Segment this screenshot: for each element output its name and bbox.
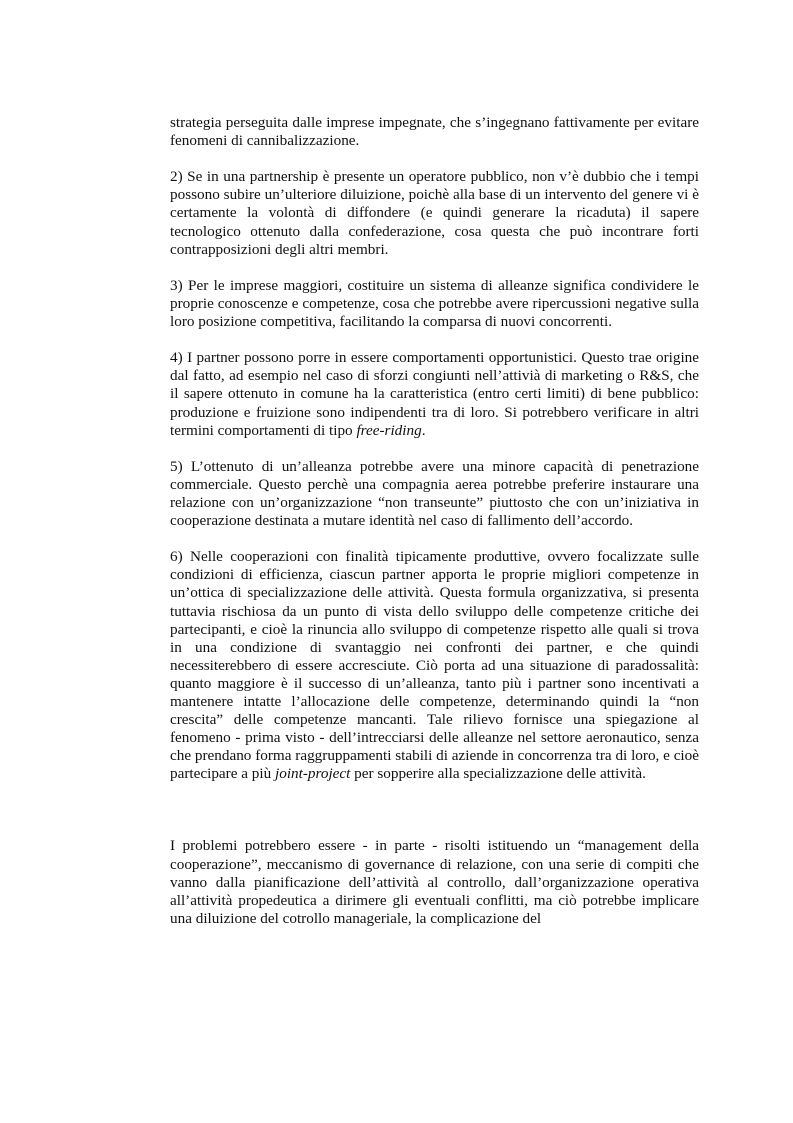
paragraph-point-4-end: . [421,421,426,439]
paragraph-conclusion: I problemi potrebbero essere - in parte - risolti istituendo un “management della cooperazione”, meccanismo di governance di relazione, con una serie di compiti che vanno dalla pianificazione dell’attività al controllo, dall’organizzazione operativa all’attività propedeutica a dirimere gli eventuali conflitti, ma ciò potrebbe implicare una diluizione del cotrollo manageriale, la complicazione del [170,837,699,927]
paragraph-point-6-text: 6) Nelle cooperazioni con finalità tipicamente produttive, ovvero focalizzate sulle condizioni di efficienza, ciascun partner apporta le proprie migliori competenze in un’ottica di specializzazione delle attività. Questa formula organizzativa, si presenta tuttavia rischiosa da un punto di vista dello sviluppo delle competenze critiche dei partecipanti, e cioè la rinuncia allo sviluppo di competenze rispetto alle quali si trova in una condizione di svantaggio nei confronti dei partner, e che quindi necessiterebbero di essere accresciute. Ciò porta ad una situazione di paradossalità: quanto maggiore è il successo di un’alleanza, tanto più i partner sono incentivati a mantenere intatte l’allocazione delle competenze, determinando quindi la “non crescita” delle competenze mancanti. Tale rilievo fornisce una spiegazione al fenomeno - prima visto - dell’intrecciarsi delle alleanze nel settore aeronautico, senza che prendano forma raggruppamenti stabili di aziende in concorrenza tra di loro, e cioè partecipare a più [170,548,699,783]
free-riding-term: free-riding [356,421,422,439]
paragraph-point-6 [170,548,699,783]
document-page [170,114,699,928]
paragraph-point-4-text: 4) I partner possono porre in essere comportamenti opportunistici. Questo trae origine dal fatto, ad esempio nel caso di sforzi congiunti nell’attivià di marketing o R&S, che il sapere ottenuto in comune ha la caratteristica (entro certi limiti) di bene pubblico: produzione e fruizione sono indipendenti tra di loro. Si potrebbero verificare in altri termini comportamenti di tipo [170,349,699,439]
paragraph-point-5: 5) L’ottenuto di un’alleanza potrebbe avere una minore capacità di penetrazione commerciale. Questo perchè una compagnia aerea potrebbe preferire instaurare una relazione con un’organizzazione “non transeunte” piuttosto che con un’iniziativa in cooperazione destinata a mutare identità nel caso di fallimento dell’accordo. [170,457,699,530]
paragraph-intro: strategia perseguita dalle imprese impegnate, che s’ingegnano fattivamente per evitare fenomeni di cannibalizzazione. [170,114,699,150]
paragraph-point-4 [170,349,699,439]
joint-project-term: joint-project [275,765,351,783]
paragraph-point-3: 3) Per le imprese maggiori, costituire un sistema di alleanze significa condividere le proprie conoscenze e competenze, cosa che potrebbe avere ripercussioni negative sulla loro posizione competitiva, facilitando la comparsa di nuovi concorrenti. [170,276,699,331]
paragraph-point-6-end: per sopperire alla specializzazione delle attività. [350,765,646,783]
paragraph-point-2: 2) Se in una partnership è presente un operatore pubblico, non v’è dubbio che i tempi possono subire un’ulteriore diluizione, poichè alla base di un intervento del genere vi è certamente la volontà di diffondere (e quindi generare la ricaduta) il sapere tecnologico ottenuto dalla confederazione, cosa questa che può incontrare forti contrapposizioni degli altri membri. [170,168,699,258]
